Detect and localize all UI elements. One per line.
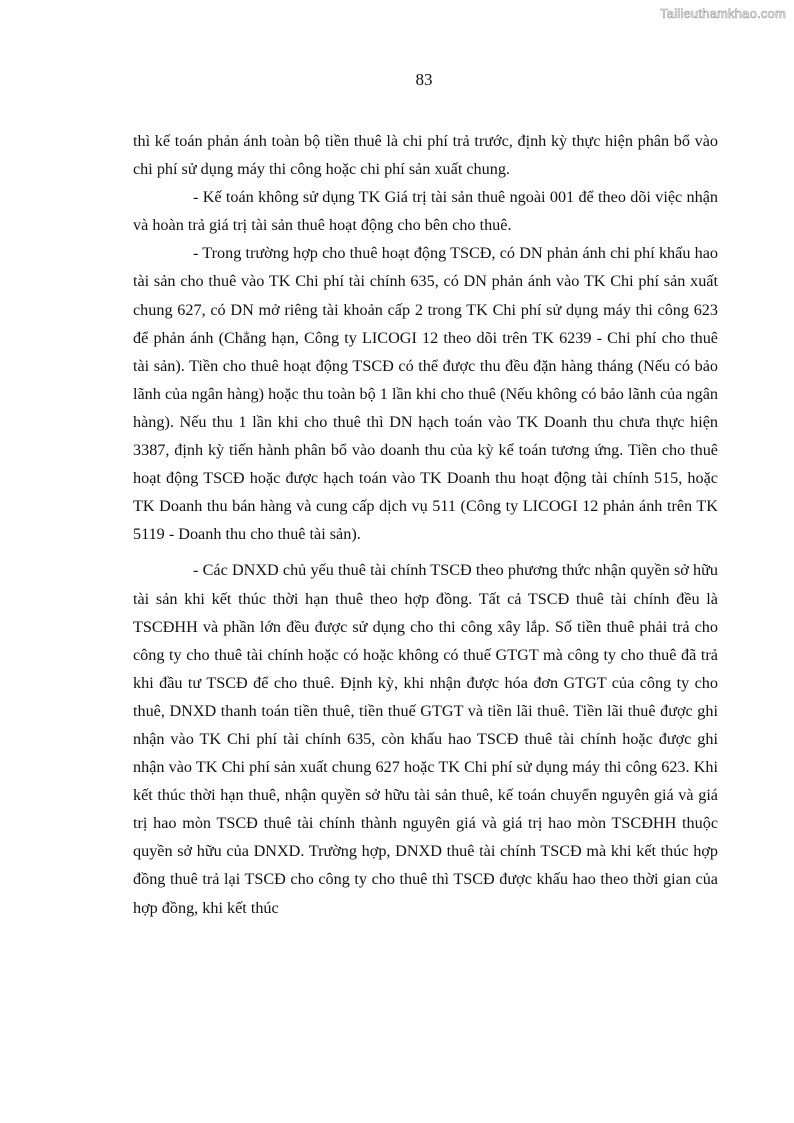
paragraph-continuation: thì kế toán phản ánh toàn bộ tiền thuê là chi phí trả trước, định kỳ thực hiện phân bổ vào chi phí sử dụng máy thi công hoặc chi phí sản xuất chung. [133,132,718,179]
document-body [133,127,718,922]
page-number: 83 [415,70,433,89]
paragraph-tk-001: - Kế toán không sử dụng TK Giá trị tài sản thuê ngoài 001 để theo dõi việc nhận và hoàn trả giá trị tài sản thuê hoạt động cho bên cho thuê. [133,188,718,235]
paragraph-operating-lease: - Trong trường hợp cho thuê hoạt động TSCĐ, có DN phản ánh chi phí khấu hao tài sản cho thuê vào TK Chi phí tài chính 635, có DN phản ánh vào TK Chi phí sản xuất chung 627, có DN mở riêng tài khoản cấp 2 trong TK Chi phí sử dụng máy thi công 623 để phản ánh (Chẳng hạn, Công ty LICOGI 12 theo dõi trên TK 6239 - Chi phí cho thuê tài sản). Tiền cho thuê hoạt động TSCĐ có thể được thu đều đặn hàng tháng (Nếu có bảo lãnh của ngân hàng) hoặc thu toàn bộ 1 lần khi cho thuê (Nếu không có bảo lãnh của ngân hàng). Nếu thu 1 lần khi cho thuê thì DN hạch toán vào TK Doanh thu chưa thực hiện 3387, định kỳ tiến hành phân bổ vào doanh thu của kỳ kế toán tương ứng. Tiền cho thuê hoạt động TSCĐ hoặc được hạch toán vào TK Doanh thu hoạt động tài chính 515, hoặc TK Doanh thu bán hàng và cung cấp dịch vụ 511 (Công ty LICOGI 12 phản ánh trên TK 5119 - Doanh thu cho thuê tài sản). [133,244,718,544]
paragraph-finance-lease: - Các DNXD chủ yếu thuê tài chính TSCĐ theo phương thức nhận quyền sở hữu tài sản khi kết thúc thời hạn thuê theo hợp đồng. Tất cả TSCĐ thuê tài chính đều là TSCĐHH và phần lớn đều được sử dụng cho thi công xây lắp. Số tiền thuê phải trả cho công ty cho thuê tài chính hoặc có hoặc không có thuế GTGT mà công ty cho thuê đã trả khi đầu tư TSCĐ để cho thuê. Định kỳ, khi nhận được hóa đơn GTGT của công ty cho thuê, DNXD thanh toán tiền thuê, tiền thuế GTGT và tiền lãi thuê. Tiền lãi thuê được ghi nhận vào TK Chi phí tài chính 635, còn khấu hao TSCĐ thuê tài chính hoặc được ghi nhận vào TK Chi phí sản xuất chung 627 hoặc TK Chi phí sử dụng máy thi công 623. Khi kết thúc thời hạn thuê, nhận quyền sở hữu tài sản thuê, kế toán chuyển nguyên giá và giá trị hao mòn TSCĐ thuê tài chính thành nguyên giá và giá trị hao mòn TSCĐHH thuộc quyền sở hữu của DNXD. Trường hợp, DNXD thuê tài chính TSCĐ mà khi kết thúc hợp đồng thuê trả lại TSCĐ cho công ty cho thuê thì TSCĐ được khấu hao theo thời gian của hợp đồng, khi kết thúc [133,561,718,917]
watermark-text: Tailieuthamkhao.com [660,6,786,21]
